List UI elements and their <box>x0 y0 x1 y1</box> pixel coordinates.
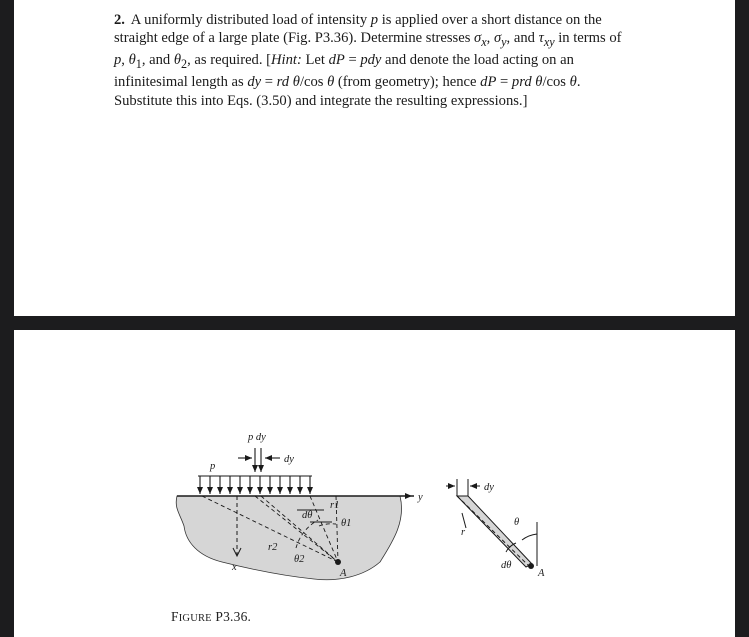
label-r-detail: r <box>461 527 466 538</box>
problem-text: A uniformly distributed load of intensity p is applied over a short distance on the straight edge of a large plate (Fig. P3.36). Determine stresses $\sigma_x$, $\sigma_y$, and $\tau_{xy}$ in terms of p, $\theta_1$, and $\theta_2$, as required. [Hint: Let dP = pdy and denote the load acting on an infinitesimal length as dy = rd θ/cos θ (from geometry); hence dP = prd θ/cos θ. Substitute this into Eqs. (3.50) and integrate the resulting expressions.] <box>114 12 622 109</box>
caption-smallcaps: IGURE <box>178 613 212 624</box>
label-p-dy: p dy <box>248 432 266 443</box>
plate-shape <box>176 496 401 580</box>
problem-panel <box>14 0 735 316</box>
label-d-theta: dθ <box>302 510 313 521</box>
label-r2: r2 <box>268 542 278 553</box>
label-x: x <box>232 562 237 573</box>
point-a-detail <box>528 563 534 569</box>
caption-prefix: F <box>171 609 179 624</box>
caption-number: P3.36. <box>215 609 252 624</box>
p-dy-arrows <box>238 448 280 472</box>
distributed-load-arrows <box>198 476 312 494</box>
figure-panel <box>14 330 735 637</box>
point-a <box>335 559 341 565</box>
label-theta-detail: θ <box>514 517 520 528</box>
label-y: y <box>418 492 423 503</box>
problem-number: 2. <box>114 12 125 28</box>
figure-caption <box>171 609 251 625</box>
label-theta1: θ1 <box>341 518 352 529</box>
problem-statement <box>114 11 624 110</box>
label-dy-detail: dy <box>484 482 494 493</box>
label-dy: dy <box>284 454 294 465</box>
label-d-theta-detail: dθ <box>501 560 512 571</box>
label-a-detail: A <box>538 568 545 579</box>
label-p: p <box>210 461 216 472</box>
label-r1: r1 <box>330 500 340 511</box>
label-theta2: θ2 <box>294 554 305 565</box>
figure-p3-36 <box>14 330 735 637</box>
label-a: A <box>340 568 347 579</box>
